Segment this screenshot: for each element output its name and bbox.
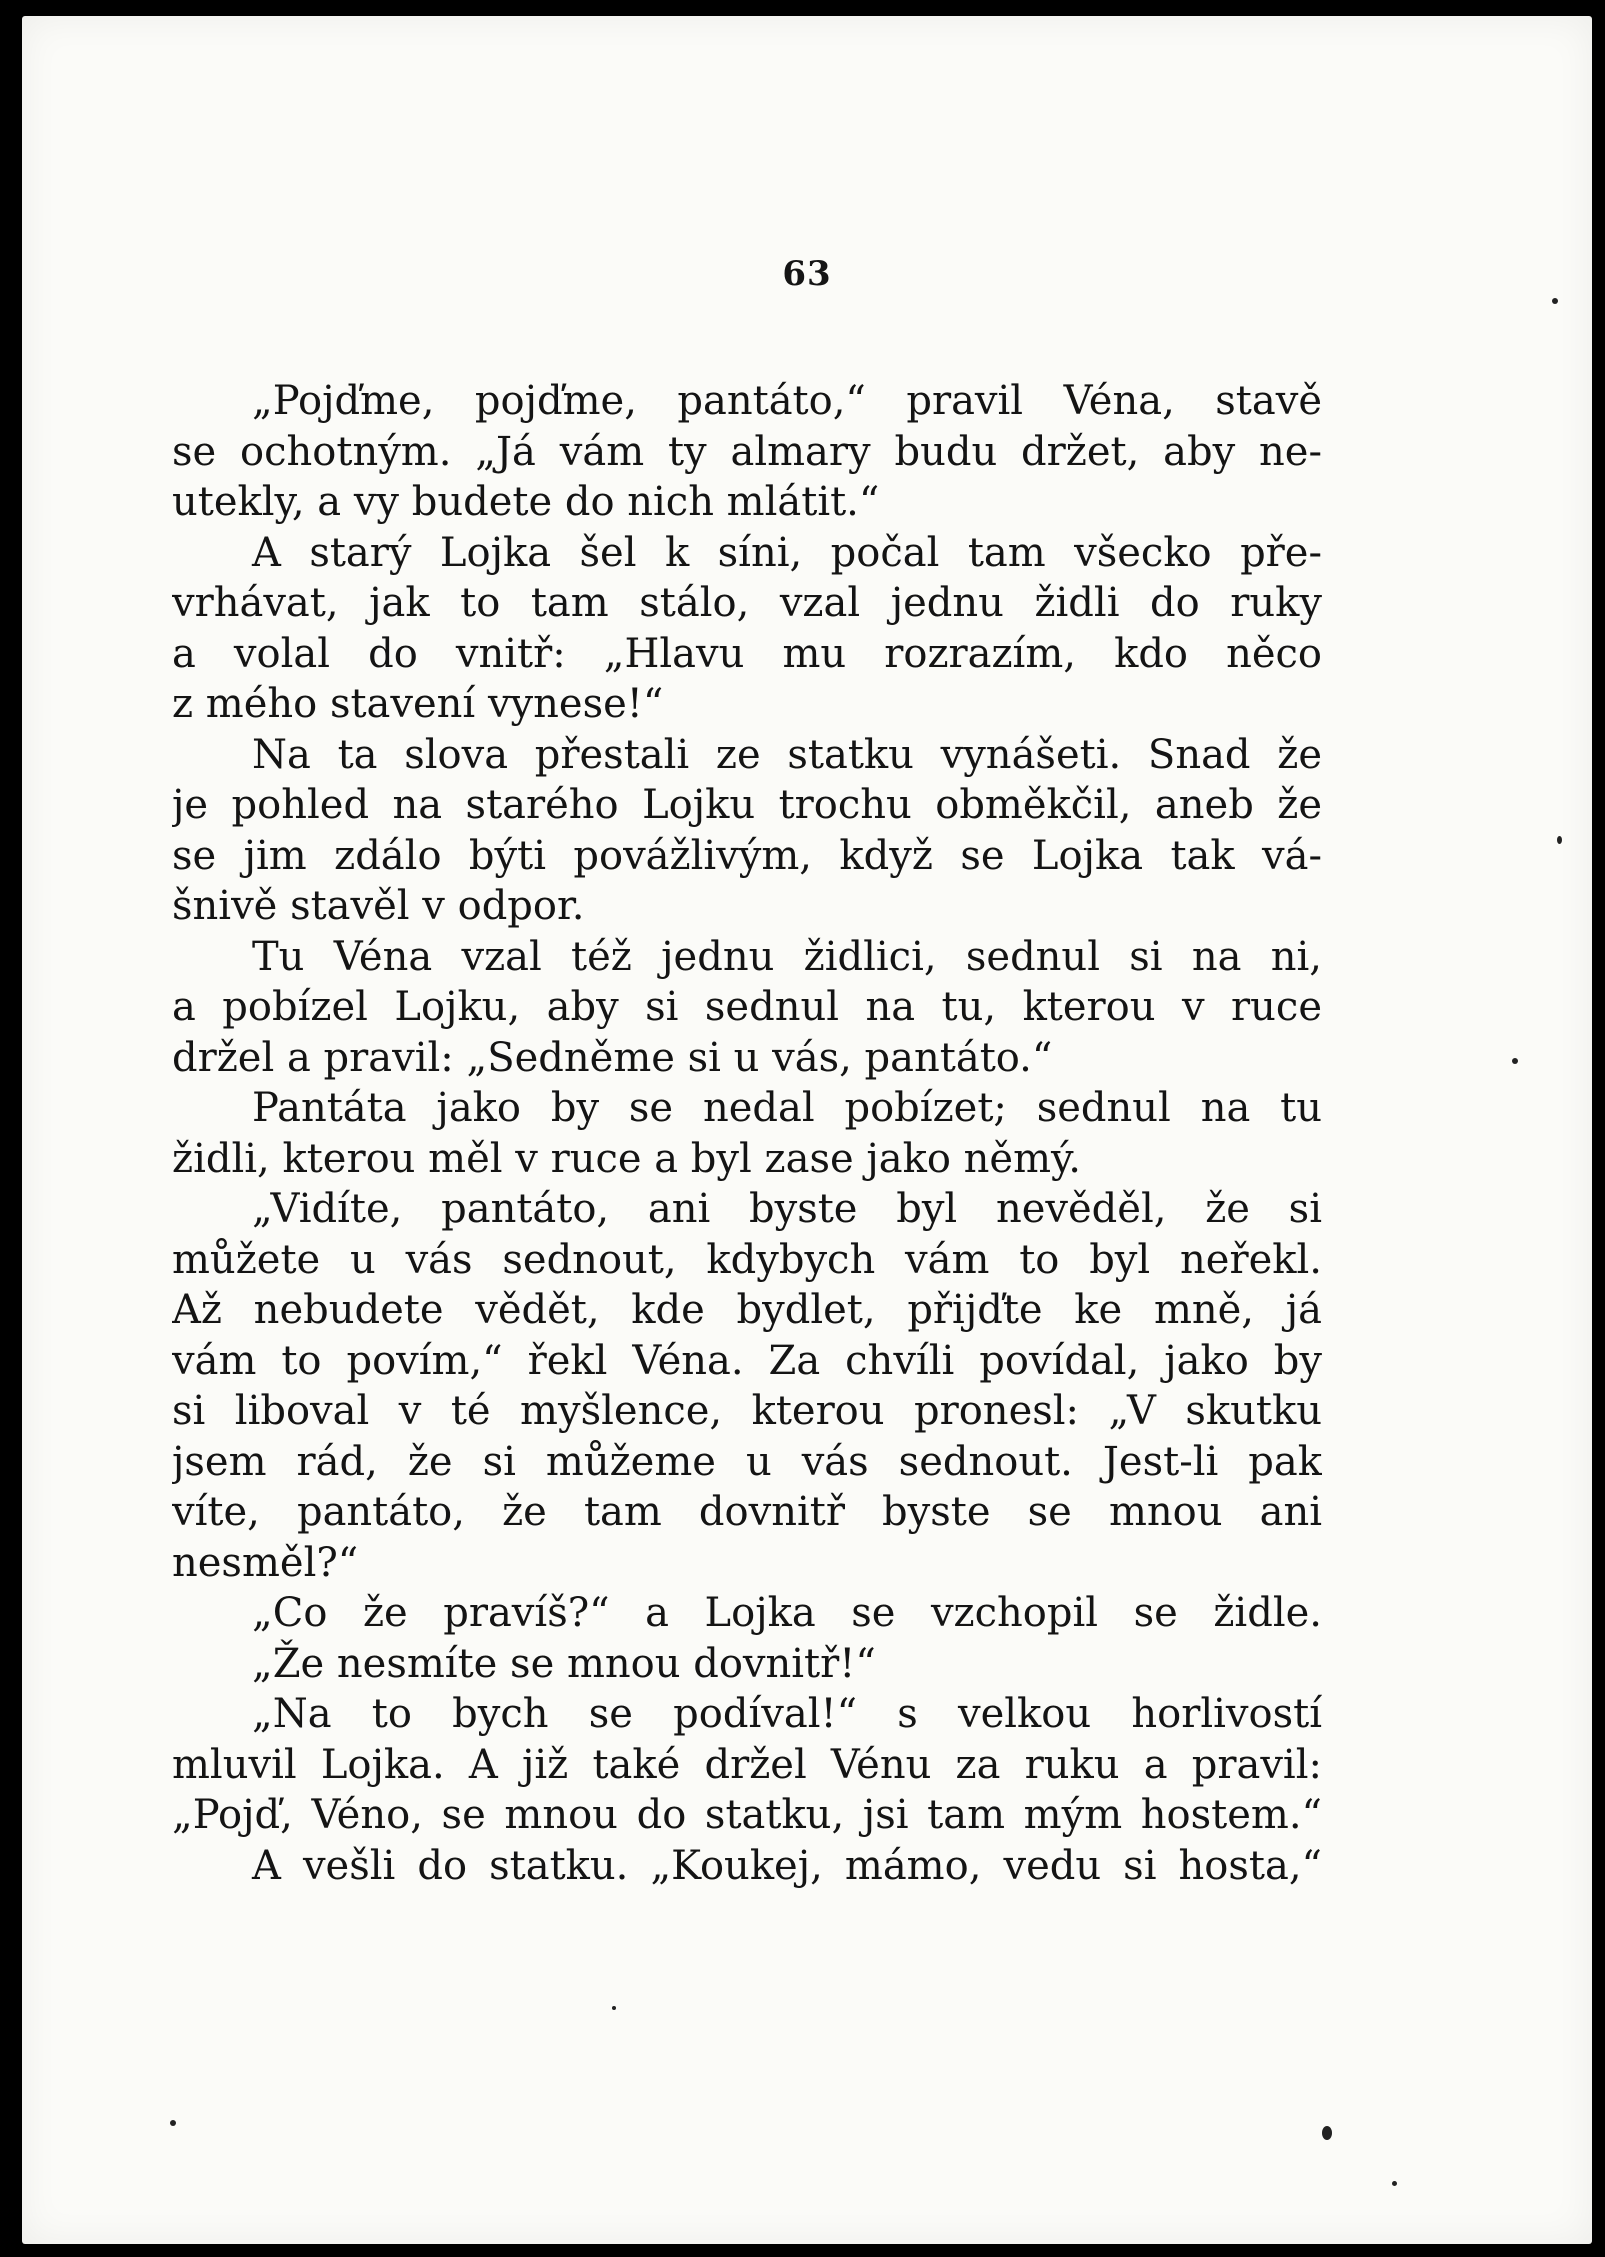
text-line: z mého stavení vynese!“ [172, 681, 664, 727]
print-speck [1392, 2181, 1397, 2186]
text-line: „Co že pravíš?“ a Lojka se vzchopil se židle. [252, 1590, 1322, 1636]
book-page [22, 16, 1592, 2244]
text-line: a volal do vnitř: „Hlavu mu rozrazím, kdo něco [172, 630, 1322, 677]
text-line: A vešli do statku. „Koukej, mámo, vedu si hosta,“ [252, 1842, 1322, 1889]
text-line: utekly, a vy budete do nich mlátit.“ [172, 479, 880, 525]
text-line: držel a pravil: „Sedněme si u vás, pantáto.“ [172, 1034, 1053, 1081]
text-line: vrhávat, jak to tam stálo, vzal jednu židli do ruky [172, 580, 1322, 626]
body-text [172, 376, 1322, 1891]
print-speck [1552, 298, 1558, 304]
text-line: „Pojďme, pojďme, pantáto,“ pravil Véna, stavě [252, 378, 1322, 424]
text-line: „Pojď, Véno, se mnou do statku, jsi tam mým hostem.“ [172, 1792, 1322, 1838]
text-line: si liboval v té myšlence, kterou pronesl: „V skutku [172, 1388, 1322, 1434]
text-line: mluvil Lojka. A již také držel Vénu za ruku a pravil: [172, 1741, 1322, 1788]
print-speck [170, 2120, 176, 2126]
text-line: židli, kterou měl v ruce a byl zase jako němý. [172, 1135, 1082, 1182]
text-line: je pohled na starého Lojku trochu obměkčil, aneb že [172, 782, 1322, 828]
page-number: 63 [782, 254, 832, 294]
text-line: Pantáta jako by se nedal pobízet; sednul na tu [252, 1085, 1322, 1131]
text-line: můžete u vás sednout, kdybych vám to byl neřekl. [172, 1236, 1322, 1283]
print-speck [1557, 836, 1562, 844]
text-line: „Vidíte, pantáto, ani byste byl nevěděl, že si [252, 1186, 1322, 1232]
text-line: a pobízel Lojku, aby si sednul na tu, kterou v ruce [172, 984, 1322, 1030]
text-line: Na ta slova přestali ze statku vynášeti. Snad že [252, 731, 1322, 778]
text-line: „Na to bych se podíval!“ s velkou horlivostí [252, 1691, 1322, 1737]
text-line: „Že nesmíte se mnou dovnitř!“ [252, 1640, 876, 1687]
print-speck [1512, 1058, 1518, 1064]
text-line: se ochotným. „Já vám ty almary budu držet, aby ne- [172, 428, 1322, 475]
text-line: Tu Véna vzal též jednu židlici, sednul si na ni, [252, 933, 1322, 980]
text-line: A starý Lojka šel k síni, počal tam všecko pře- [252, 529, 1322, 576]
text-line: Až nebudete vědět, kde bydlet, přijďte ke mně, já [172, 1287, 1322, 1333]
text-line: šnivě stavěl v odpor. [172, 883, 585, 929]
text-line: jsem rád, že si můžeme u vás sednout. Jest-li pak [172, 1438, 1322, 1485]
print-speck [1322, 2126, 1332, 2140]
print-speck [612, 2006, 616, 2010]
text-line: vám to povím,“ řekl Véna. Za chvíli povídal, jako by [172, 1337, 1322, 1384]
text-line: nesměl?“ [172, 1539, 359, 1586]
text-line: víte, pantáto, že tam dovnitř byste se mnou ani [172, 1489, 1322, 1535]
text-line: se jim zdálo býti povážlivým, když se Lojka tak vá- [172, 832, 1322, 879]
